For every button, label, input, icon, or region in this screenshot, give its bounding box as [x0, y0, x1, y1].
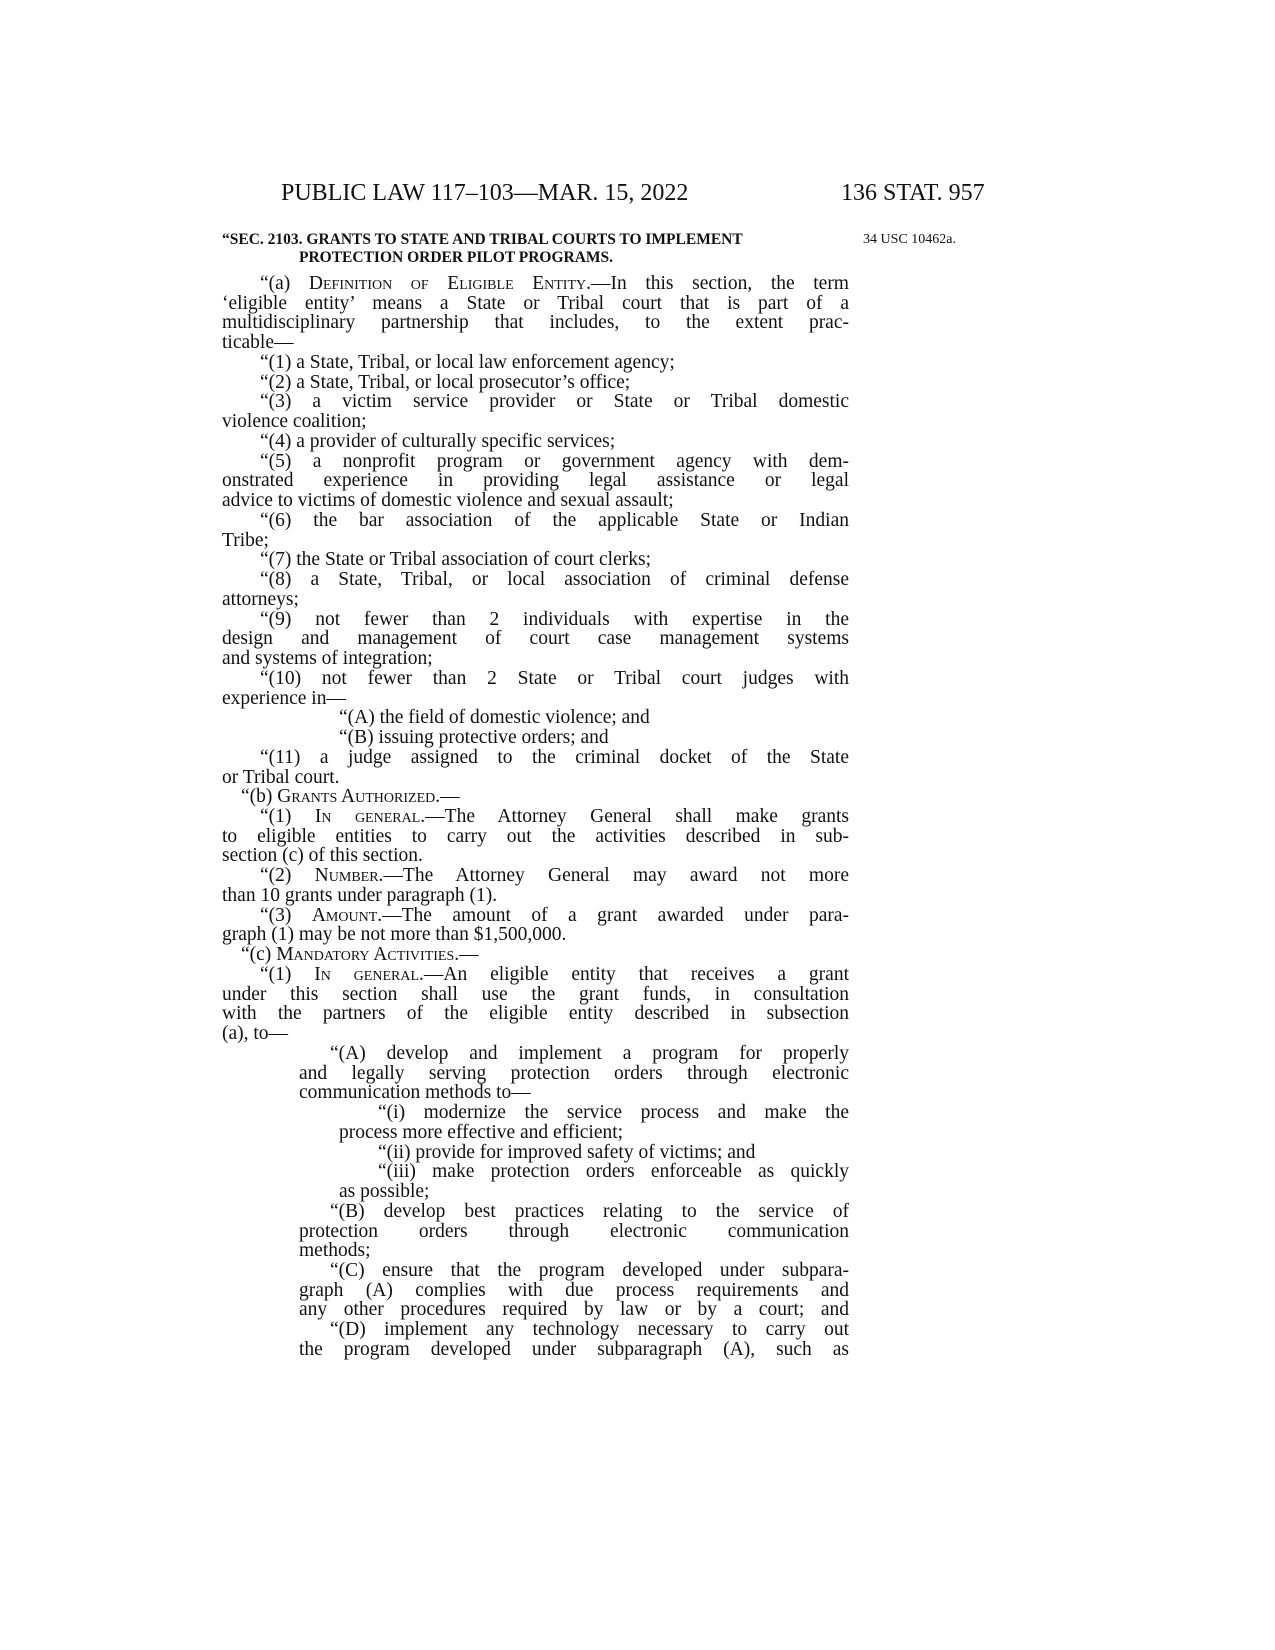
text-segment: “(B) issuing protective orders; and — [339, 727, 609, 749]
text-line — [330, 1261, 849, 1281]
text-segment: graph (1) may be not more than $1,500,000. — [222, 924, 567, 946]
text-line — [260, 392, 849, 412]
text-segment: .—The amount of a grant awarded under para- — [377, 904, 849, 926]
text-segment: methods; — [299, 1240, 371, 1262]
text-segment: multidisciplinary partnership that includes, to the extent prac- — [222, 312, 849, 334]
text-line — [339, 728, 609, 748]
text-segment: “(2) a State, Tribal, or local prosecutor’s office; — [260, 371, 631, 393]
text-line — [222, 886, 497, 906]
text-line — [378, 1162, 849, 1182]
text-segment: communication methods to— — [299, 1082, 531, 1104]
heading-small-caps: Amount — [311, 904, 378, 926]
text-line — [222, 649, 433, 669]
text-segment: “(i) modernize the service process and make the — [378, 1102, 849, 1124]
text-segment: “(1) — [260, 805, 315, 827]
text-line — [299, 1340, 849, 1360]
text-line — [222, 471, 849, 491]
text-segment: .— — [435, 786, 460, 808]
text-segment: .— — [454, 944, 479, 966]
text-line — [339, 708, 650, 728]
text-segment: “(A) the field of domestic violence; and — [339, 707, 650, 729]
section-heading-line2: PROTECTION ORDER PILOT PROGRAMS. — [299, 249, 614, 266]
text-line — [330, 1044, 849, 1064]
text-segment: to eligible entities to carry out the activities described in sub- — [222, 825, 849, 847]
heading-small-caps: Definition of Eligible Entity — [308, 273, 587, 294]
text-line — [222, 1024, 288, 1044]
text-segment: “(6) the bar association of the applicable State or Indian — [260, 509, 849, 531]
text-segment: attorneys; — [222, 588, 299, 610]
text-segment: advice to victims of domestic violence and sexual assault; — [222, 490, 674, 512]
text-line — [339, 1182, 429, 1202]
heading-small-caps: In general — [314, 963, 420, 985]
heading-small-caps: Number — [314, 865, 379, 887]
text-segment: design and management of court case management systems — [222, 628, 849, 650]
text-segment: “(11) a judge assigned to the criminal docket of the State — [260, 746, 849, 768]
text-line — [241, 945, 479, 965]
text-segment: “(b) — [241, 786, 278, 808]
text-segment: as possible; — [339, 1181, 430, 1203]
text-line — [260, 353, 675, 373]
text-segment: section (c) of this section. — [222, 845, 423, 867]
text-segment: under this section shall use the grant funds, in consultation — [222, 983, 849, 1005]
text-segment: .—The Attorney General shall make grants — [420, 805, 849, 827]
text-segment: or Tribal court. — [222, 766, 340, 788]
text-segment: “(a) — [260, 273, 309, 294]
text-segment: “(10) not fewer than 2 State or Tribal court judges with — [260, 667, 849, 689]
text-line — [299, 1300, 849, 1320]
text-segment: Tribe; — [222, 529, 269, 551]
text-segment: experience in— — [222, 687, 346, 709]
text-line — [241, 787, 460, 807]
stat-page-number: 136 STAT. 957 — [841, 180, 985, 206]
text-line — [260, 748, 849, 768]
text-line — [299, 1222, 849, 1242]
text-segment: “(8) a State, Tribal, or local association of criminal defense — [260, 569, 849, 591]
text-line — [378, 1143, 755, 1163]
text-line — [222, 689, 346, 709]
text-line — [299, 1064, 849, 1084]
heading-small-caps: Grants Authorized — [277, 786, 436, 808]
text-segment: “(7) the State or Tribal association of court clerks; — [260, 549, 651, 571]
text-segment: process more effective and efficient; — [339, 1121, 624, 1143]
text-segment: “(c) — [241, 944, 277, 966]
margin-citation: 34 USC 10462a. — [863, 232, 956, 247]
section-heading-line1: “SEC. 2103. GRANTS TO STATE AND TRIBAL COURTS TO IMPLEMENT — [222, 231, 743, 248]
text-segment: “(3) — [260, 904, 312, 926]
text-segment: “(A) develop and implement a program for properly — [330, 1042, 849, 1064]
text-line — [222, 985, 849, 1005]
text-segment: “(1) a State, Tribal, or local law enforcement agency; — [260, 351, 675, 373]
text-line — [260, 610, 849, 630]
text-line — [222, 629, 849, 649]
text-line — [330, 1202, 849, 1222]
text-segment: “(B) develop best practices relating to the service of — [330, 1200, 849, 1222]
text-segment: (a), to— — [222, 1023, 289, 1045]
text-segment: “(iii) make protection orders enforceable as quickly — [378, 1161, 849, 1183]
text-line — [299, 1281, 849, 1301]
text-segment: protection orders through electronic communication — [299, 1220, 849, 1242]
text-segment: “(D) implement any technology necessary to carry out — [330, 1319, 849, 1341]
text-line — [222, 1004, 849, 1024]
text-line — [260, 669, 849, 689]
text-line — [260, 570, 849, 590]
text-segment: “(2) — [260, 865, 315, 887]
text-line — [222, 846, 423, 866]
text-line — [330, 1320, 849, 1340]
text-segment: any other procedures required by law or by a court; and — [299, 1299, 849, 1321]
text-line — [378, 1103, 849, 1123]
text-line — [222, 827, 849, 847]
text-line — [222, 531, 269, 551]
text-segment: “(ii) provide for improved safety of victims; and — [378, 1141, 756, 1163]
text-segment: graph (A) complies with due process requirements and — [299, 1279, 849, 1301]
text-line — [260, 432, 615, 452]
heading-small-caps: In general — [314, 805, 421, 827]
text-segment: “(4) a provider of culturally specific services; — [260, 430, 616, 452]
text-line — [260, 807, 849, 827]
heading-small-caps: Mandatory Activities — [276, 944, 455, 966]
text-line — [260, 373, 630, 393]
text-line — [222, 294, 849, 314]
text-segment: with the partners of the eligible entity described in subsection — [222, 1003, 849, 1025]
running-head: PUBLIC LAW 117–103—MAR. 15, 2022 — [281, 180, 689, 206]
section-heading — [222, 231, 852, 267]
text-segment: .—An eligible entity that receives a grant — [419, 963, 849, 985]
text-segment: “(5) a nonprofit program or government agency with dem- — [260, 450, 849, 472]
text-segment: .—In this section, the term — [586, 273, 849, 294]
text-line — [260, 866, 849, 886]
text-line — [222, 412, 367, 432]
text-segment: “(1) — [260, 963, 315, 985]
text-line — [299, 1241, 371, 1261]
text-line — [260, 906, 849, 926]
text-segment: the program developed under subparagraph (A), such as — [299, 1338, 849, 1360]
text-segment: ticable— — [222, 332, 294, 354]
text-line — [260, 550, 651, 570]
text-line — [222, 925, 566, 945]
text-line — [222, 491, 674, 511]
text-segment: onstrated experience in providing legal assistance or legal — [222, 470, 849, 492]
text-segment: and legally serving protection orders through electronic — [299, 1062, 849, 1084]
text-segment: .—The Attorney General may award not more — [378, 865, 849, 887]
text-line — [260, 965, 849, 985]
text-line — [339, 1123, 623, 1143]
text-line — [222, 333, 293, 353]
text-line — [222, 313, 849, 333]
text-line — [260, 452, 849, 472]
text-line — [222, 768, 340, 788]
text-segment: “(9) not fewer than 2 individuals with expertise in the — [260, 608, 849, 630]
text-segment: “(C) ensure that the program developed under subpara- — [330, 1260, 849, 1281]
text-line — [222, 590, 299, 610]
text-line — [260, 511, 849, 531]
text-segment: than 10 grants under paragraph (1). — [222, 884, 498, 906]
text-line — [260, 274, 849, 294]
text-segment: and systems of integration; — [222, 648, 433, 670]
text-segment: ‘eligible entity’ means a State or Tribal court that is part of a — [222, 292, 849, 314]
text-segment: “(3) a victim service provider or State or Tribal domestic — [260, 391, 849, 413]
text-line — [299, 1083, 531, 1103]
text-segment: violence coalition; — [222, 411, 367, 433]
